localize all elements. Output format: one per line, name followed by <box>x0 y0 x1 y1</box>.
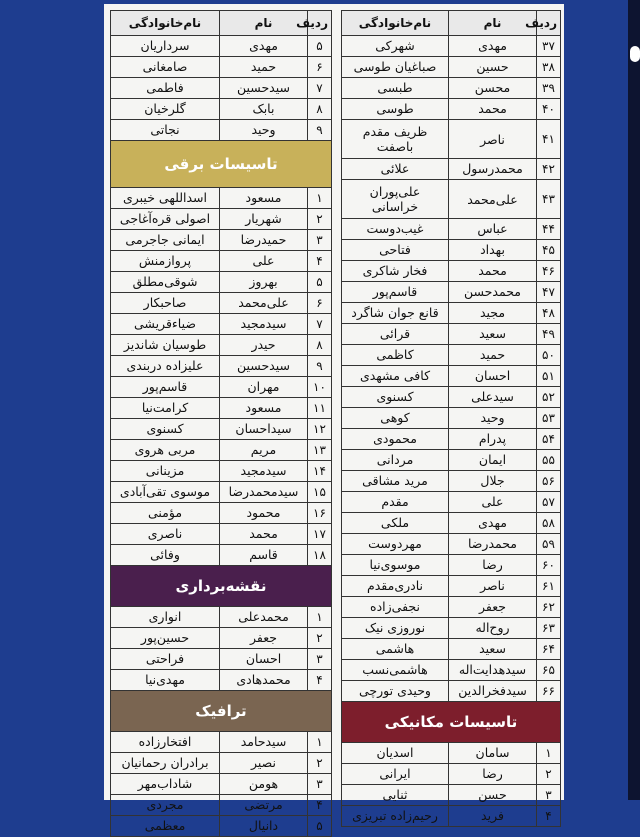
first-name: محمدرسول <box>449 159 537 180</box>
first-name: احسان <box>220 649 308 670</box>
row-number: ۱ <box>308 732 332 753</box>
first-name: محمدحسن <box>449 282 537 303</box>
row-number: ۵ <box>308 272 332 293</box>
row-number: ۲ <box>537 764 561 785</box>
row-number: ۵ <box>308 36 332 57</box>
first-name: حمیدرضا <box>220 230 308 251</box>
last-name: مجردی <box>111 795 220 816</box>
first-name: روح‌اله <box>449 618 537 639</box>
row-number: ۴۲ <box>537 159 561 180</box>
table-row <box>342 681 561 702</box>
first-name: حیدر <box>220 335 308 356</box>
row-number: ۳۷ <box>537 36 561 57</box>
last-name: فراحتی <box>111 649 220 670</box>
table-row <box>342 429 561 450</box>
row-number: ۴ <box>308 795 332 816</box>
table-row <box>111 419 332 440</box>
table-row <box>111 398 332 419</box>
last-name: مهدی‌نیا <box>111 670 220 691</box>
table-row <box>342 36 561 57</box>
row-number: ۳ <box>308 649 332 670</box>
first-name: سعید <box>449 324 537 345</box>
table-row <box>111 99 332 120</box>
row-number: ۵ <box>308 816 332 837</box>
table-row <box>111 607 332 628</box>
row-number: ۵۷ <box>537 492 561 513</box>
row-number: ۳ <box>308 774 332 795</box>
row-number: ۶۲ <box>537 597 561 618</box>
last-name: وحیدی تورچی <box>342 681 449 702</box>
first-name: سیدمحمدرضا <box>220 482 308 503</box>
table-header <box>342 11 561 36</box>
table-row <box>342 261 561 282</box>
last-name: نوروزی نیک <box>342 618 449 639</box>
last-name: موسوی تقی‌آبادی <box>111 482 220 503</box>
last-name: ظریف مقدم باصفت <box>342 120 449 159</box>
last-name: ناصری <box>111 524 220 545</box>
right-column <box>341 10 561 827</box>
table-row <box>111 230 332 251</box>
row-number: ۴۶ <box>537 261 561 282</box>
row-number: ۵۰ <box>537 345 561 366</box>
header-family: نام‌خانوادگی <box>111 11 220 36</box>
row-number: ۵۱ <box>537 366 561 387</box>
table-row <box>342 387 561 408</box>
first-name: عباس <box>449 219 537 240</box>
row-number: ۵۶ <box>537 471 561 492</box>
first-name: سیدعلی <box>449 387 537 408</box>
row-number: ۱ <box>308 607 332 628</box>
row-number: ۶ <box>308 293 332 314</box>
window-edge <box>628 0 640 800</box>
table-body <box>111 607 332 691</box>
row-number: ۵۲ <box>537 387 561 408</box>
first-name: سیدفخرالدین <box>449 681 537 702</box>
first-name: محمدعلی <box>220 607 308 628</box>
header-name: نام <box>220 11 308 36</box>
last-name: اسدیان <box>342 743 449 764</box>
table-row <box>111 251 332 272</box>
last-name: علائی <box>342 159 449 180</box>
last-name: ملکی <box>342 513 449 534</box>
section-mechanical: تاسیسات مکانیکی <box>341 702 561 742</box>
first-name: جعفر <box>449 597 537 618</box>
row-number: ۵۵ <box>537 450 561 471</box>
table-row <box>342 764 561 785</box>
last-name: فخار شاکری <box>342 261 449 282</box>
first-name: محمدرضا <box>449 534 537 555</box>
table-body <box>111 732 332 837</box>
first-name: مرتضی <box>220 795 308 816</box>
first-name: بهداد <box>449 240 537 261</box>
section-traffic: ترافیک <box>110 691 332 731</box>
last-name: ایمانی جاجرمی <box>111 230 220 251</box>
last-name: فاطمی <box>111 78 220 99</box>
last-name: کافی مشهدی <box>342 366 449 387</box>
table-row <box>111 461 332 482</box>
first-name: نصیر <box>220 753 308 774</box>
last-name: قانع جوان شاگرد <box>342 303 449 324</box>
table-row <box>342 120 561 159</box>
last-name: کسنوی <box>111 419 220 440</box>
table-row <box>111 440 332 461</box>
table-row <box>342 282 561 303</box>
last-name: طبسی <box>342 78 449 99</box>
first-name: سیدحسین <box>220 356 308 377</box>
first-name: محمدهادی <box>220 670 308 691</box>
section-electrical: تاسیسات برقی <box>110 141 332 187</box>
row-number: ۴۹ <box>537 324 561 345</box>
table-body <box>111 36 332 141</box>
last-name: وفائی <box>111 545 220 566</box>
table-row <box>111 482 332 503</box>
row-number: ۵۸ <box>537 513 561 534</box>
header-family: نام‌خانوادگی <box>342 11 449 36</box>
first-name: محمد <box>220 524 308 545</box>
first-name: وحید <box>449 408 537 429</box>
table-row <box>111 670 332 691</box>
table-row <box>342 639 561 660</box>
row-number: ۴ <box>308 670 332 691</box>
row-number: ۶۰ <box>537 555 561 576</box>
last-name: شوقی‌مطلق <box>111 272 220 293</box>
row-number: ۱۳ <box>308 440 332 461</box>
row-number: ۱۱ <box>308 398 332 419</box>
table-row <box>342 660 561 681</box>
row-number: ۸ <box>308 99 332 120</box>
row-number: ۲ <box>308 753 332 774</box>
first-name: سیدحسین <box>220 78 308 99</box>
table-row <box>342 180 561 219</box>
first-name: محسن <box>449 78 537 99</box>
row-number: ۸ <box>308 335 332 356</box>
first-name: علی <box>220 251 308 272</box>
row-number: ۱ <box>537 743 561 764</box>
table-row <box>111 795 332 816</box>
last-name: اسداللهی خیبری <box>111 188 220 209</box>
first-name: قاسم <box>220 545 308 566</box>
row-number: ۱ <box>308 188 332 209</box>
first-name: فرید <box>449 806 537 827</box>
first-name: ناصر <box>449 576 537 597</box>
row-number: ۶۳ <box>537 618 561 639</box>
first-name: ایمان <box>449 450 537 471</box>
last-name: ضیاءقریشی <box>111 314 220 335</box>
last-name: کوهی <box>342 408 449 429</box>
table-row <box>111 816 332 837</box>
first-name: سیدحامد <box>220 732 308 753</box>
row-number: ۷ <box>308 314 332 335</box>
first-name: محمد <box>449 261 537 282</box>
table-row <box>342 576 561 597</box>
table-row <box>111 503 332 524</box>
left-column <box>110 10 332 837</box>
table-row <box>111 545 332 566</box>
staff-table-surveying <box>110 606 332 691</box>
last-name: هاشمی <box>342 639 449 660</box>
first-name: بهروز <box>220 272 308 293</box>
last-name: مربی هروی <box>111 440 220 461</box>
header-name: نام <box>449 11 537 36</box>
header-radif: ردیف <box>308 11 332 36</box>
table-row <box>111 293 332 314</box>
first-name: مهدی <box>449 36 537 57</box>
row-number: ۵۳ <box>537 408 561 429</box>
table-row <box>111 36 332 57</box>
table-body <box>342 36 561 702</box>
first-name: سیدهدایت‌اله <box>449 660 537 681</box>
last-name: فتاحی <box>342 240 449 261</box>
first-name: سامان <box>449 743 537 764</box>
table-row <box>342 785 561 806</box>
table-row <box>342 555 561 576</box>
row-number: ۲ <box>308 628 332 649</box>
row-number: ۳ <box>308 230 332 251</box>
last-name: رحیم‌زاده تبریزی <box>342 806 449 827</box>
first-name: علی‌محمد <box>449 180 537 219</box>
table-row <box>111 314 332 335</box>
section-surveying: نقشه‌برداری <box>110 566 332 606</box>
first-name: سعید <box>449 639 537 660</box>
table-row <box>342 159 561 180</box>
table-row <box>342 303 561 324</box>
row-number: ۶۴ <box>537 639 561 660</box>
row-number: ۵۹ <box>537 534 561 555</box>
last-name: برادران رحمانیان <box>111 753 220 774</box>
last-name: شاداب‌مهر <box>111 774 220 795</box>
last-name: انواری <box>111 607 220 628</box>
row-number: ۶ <box>308 57 332 78</box>
table-row <box>342 345 561 366</box>
table-row <box>111 209 332 230</box>
row-number: ۴۰ <box>537 99 561 120</box>
table-row <box>342 408 561 429</box>
last-name: پروازمنش <box>111 251 220 272</box>
row-number: ۴۴ <box>537 219 561 240</box>
first-name: دانیال <box>220 816 308 837</box>
last-name: هاشمی‌نسب <box>342 660 449 681</box>
last-name: علی‌پوران خراسانی <box>342 180 449 219</box>
first-name: مریم <box>220 440 308 461</box>
row-number: ۱۷ <box>308 524 332 545</box>
staff-table-left-top <box>110 10 332 141</box>
row-number: ۲ <box>308 209 332 230</box>
table-row <box>342 513 561 534</box>
document-sheet <box>104 4 564 833</box>
last-name: کاظمی <box>342 345 449 366</box>
first-name: حمید <box>449 345 537 366</box>
table-row <box>111 732 332 753</box>
last-name: نادری‌مقدم <box>342 576 449 597</box>
first-name: جلال <box>449 471 537 492</box>
last-name: مؤمنی <box>111 503 220 524</box>
edge-handle <box>630 46 640 62</box>
staff-table-traffic <box>110 731 332 837</box>
row-number: ۱۴ <box>308 461 332 482</box>
table-row <box>342 219 561 240</box>
first-name: سیدمجید <box>220 314 308 335</box>
first-name: رضا <box>449 555 537 576</box>
row-number: ۷ <box>308 78 332 99</box>
staff-table-right <box>341 10 561 702</box>
last-name: ثنایی <box>342 785 449 806</box>
row-number: ۴۳ <box>537 180 561 219</box>
last-name: طوسی <box>342 99 449 120</box>
first-name: حسن <box>449 785 537 806</box>
row-number: ۴۷ <box>537 282 561 303</box>
table-row <box>342 743 561 764</box>
row-number: ۳۹ <box>537 78 561 99</box>
table-row <box>342 806 561 827</box>
first-name: جعفر <box>220 628 308 649</box>
staff-table-electrical <box>110 187 332 566</box>
table-row <box>111 356 332 377</box>
row-number: ۹ <box>308 120 332 141</box>
last-name: کرامت‌نیا <box>111 398 220 419</box>
row-number: ۴۸ <box>537 303 561 324</box>
row-number: ۵۴ <box>537 429 561 450</box>
last-name: حسین‌پور <box>111 628 220 649</box>
table-row <box>111 120 332 141</box>
table-row <box>342 534 561 555</box>
table-row <box>111 272 332 293</box>
table-row <box>342 450 561 471</box>
table-row <box>342 324 561 345</box>
table-row <box>342 618 561 639</box>
first-name: بابک <box>220 99 308 120</box>
table-row <box>111 774 332 795</box>
table-row <box>342 492 561 513</box>
first-name: ناصر <box>449 120 537 159</box>
table-row <box>342 57 561 78</box>
last-name: گلرخیان <box>111 99 220 120</box>
last-name: صباغیان طوسی <box>342 57 449 78</box>
last-name: صامغانی <box>111 57 220 78</box>
table-row <box>342 99 561 120</box>
last-name: نجاتی <box>111 120 220 141</box>
table-row <box>342 366 561 387</box>
last-name: شهرکی <box>342 36 449 57</box>
row-number: ۱۸ <box>308 545 332 566</box>
row-number: ۴ <box>308 251 332 272</box>
row-number: ۶۶ <box>537 681 561 702</box>
first-name: علی <box>449 492 537 513</box>
first-name: حسین <box>449 57 537 78</box>
last-name: محمودی <box>342 429 449 450</box>
row-number: ۴۱ <box>537 120 561 159</box>
row-number: ۱۰ <box>308 377 332 398</box>
last-name: مرید مشاقی <box>342 471 449 492</box>
table-row <box>111 628 332 649</box>
row-number: ۴۵ <box>537 240 561 261</box>
table-row <box>111 377 332 398</box>
staff-table-mechanical <box>341 742 561 827</box>
table-row <box>111 649 332 670</box>
first-name: وحید <box>220 120 308 141</box>
table-row <box>111 78 332 99</box>
first-name: محمد <box>449 99 537 120</box>
last-name: مقدم <box>342 492 449 513</box>
first-name: سیداحسان <box>220 419 308 440</box>
last-name: سرداریان <box>111 36 220 57</box>
last-name: قاسم‌پور <box>342 282 449 303</box>
row-number: ۱۶ <box>308 503 332 524</box>
last-name: غیب‌دوست <box>342 219 449 240</box>
last-name: علیزاده دربندی <box>111 356 220 377</box>
table-row <box>342 240 561 261</box>
table-row <box>111 57 332 78</box>
table-header <box>111 11 332 36</box>
first-name: مهدی <box>220 36 308 57</box>
row-number: ۱۵ <box>308 482 332 503</box>
first-name: مهران <box>220 377 308 398</box>
table-row <box>111 188 332 209</box>
last-name: قاسم‌پور <box>111 377 220 398</box>
last-name: مزینانی <box>111 461 220 482</box>
table-row <box>342 78 561 99</box>
table-row <box>111 753 332 774</box>
last-name: موسوی‌نیا <box>342 555 449 576</box>
last-name: معظمی <box>111 816 220 837</box>
last-name: مهردوست <box>342 534 449 555</box>
row-number: ۴ <box>537 806 561 827</box>
row-number: ۳۸ <box>537 57 561 78</box>
last-name: اصولی قره‌آغاجی <box>111 209 220 230</box>
first-name: مسعود <box>220 398 308 419</box>
first-name: مسعود <box>220 188 308 209</box>
first-name: رضا <box>449 764 537 785</box>
last-name: مردانی <box>342 450 449 471</box>
row-number: ۳ <box>537 785 561 806</box>
table-row <box>111 524 332 545</box>
first-name: سیدمجید <box>220 461 308 482</box>
last-name: طوسیان شاندیز <box>111 335 220 356</box>
table-row <box>111 335 332 356</box>
first-name: حمید <box>220 57 308 78</box>
last-name: ایرانی <box>342 764 449 785</box>
table-body <box>342 743 561 827</box>
table-row <box>342 597 561 618</box>
header-radif: ردیف <box>537 11 561 36</box>
row-number: ۶۵ <box>537 660 561 681</box>
last-name: نجفی‌زاده <box>342 597 449 618</box>
row-number: ۹ <box>308 356 332 377</box>
first-name: مهدی <box>449 513 537 534</box>
first-name: هومن <box>220 774 308 795</box>
row-number: ۶۱ <box>537 576 561 597</box>
first-name: مجید <box>449 303 537 324</box>
first-name: شهریار <box>220 209 308 230</box>
first-name: علی‌محمد <box>220 293 308 314</box>
first-name: محمود <box>220 503 308 524</box>
first-name: احسان <box>449 366 537 387</box>
last-name: کسنوی <box>342 387 449 408</box>
last-name: صاحبکار <box>111 293 220 314</box>
first-name: پدرام <box>449 429 537 450</box>
last-name: قرائی <box>342 324 449 345</box>
last-name: افتخارزاده <box>111 732 220 753</box>
table-row <box>342 471 561 492</box>
table-body <box>111 188 332 566</box>
row-number: ۱۲ <box>308 419 332 440</box>
